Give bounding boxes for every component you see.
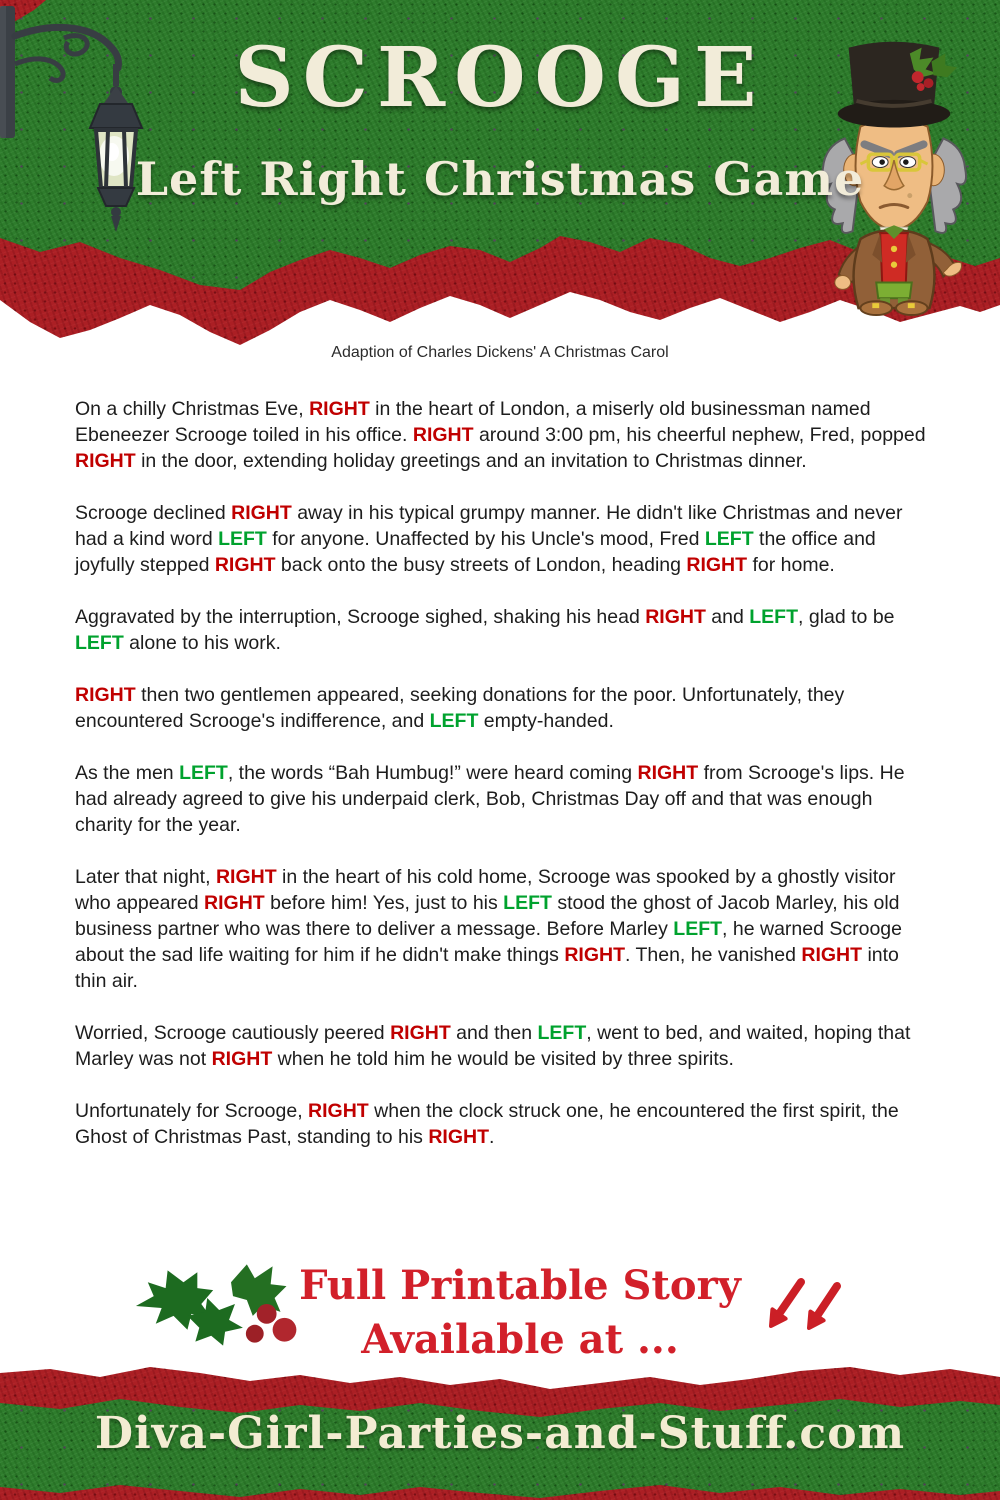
left-right-keyword: RIGHT — [564, 944, 625, 966]
site-domain: Diva-Girl-Parties-and-Stuff.com — [94, 1408, 906, 1459]
left-right-keyword: RIGHT — [428, 1126, 489, 1148]
story-paragraph — [75, 396, 927, 474]
story-text-segment: As the men — [75, 762, 180, 784]
story-paragraph — [75, 1098, 927, 1150]
story-text-segment: Later that night, — [75, 866, 216, 888]
left-right-keyword: RIGHT — [645, 606, 706, 628]
story-text-segment: Aggravated by the interruption, Scrooge sighed, shaking his head — [75, 606, 646, 628]
header-band — [0, 0, 1000, 345]
left-right-keyword: RIGHT — [75, 450, 136, 472]
story-text-segment: away in his typical grumpy manner. He didn't like Christmas and never had a kind word — [75, 502, 903, 550]
story-text-segment: for home. — [747, 554, 835, 576]
left-right-keyword: RIGHT — [390, 1022, 451, 1044]
story-text-segment: Scrooge declined — [75, 502, 232, 524]
story-paragraph — [75, 760, 927, 838]
left-right-keyword: LEFT — [673, 918, 723, 940]
byline: Adaption of Charles Dickens' A Christmas Carol — [331, 344, 669, 361]
story-text-segment: On a chilly Christmas Eve, — [75, 398, 310, 420]
page-title: SCROOGE — [234, 30, 766, 126]
story-text-segment: and — [705, 606, 750, 628]
promo-line-2: Available at ... — [361, 1316, 679, 1363]
left-right-keyword: LEFT — [179, 762, 228, 784]
story-text-segment: , glad to be — [798, 606, 895, 628]
left-right-keyword: LEFT — [749, 606, 799, 628]
story-text-segment: alone to his work. — [123, 632, 281, 654]
down-left-arrows-icon — [745, 1276, 845, 1340]
story-text-segment: back onto the busy streets of London, heading — [275, 554, 687, 576]
story-text-segment: around 3:00 pm, his cheerful nephew, Fred, popped — [473, 424, 926, 446]
left-right-keyword: RIGHT — [686, 554, 748, 576]
story-paragraph — [75, 864, 927, 994]
story-text-segment: in the heart of London, a miserly old businessman named Ebeneezer Scrooge toiled in his office. — [75, 398, 871, 446]
left-right-keyword: RIGHT — [231, 502, 292, 524]
story-text-segment: in the door, extending holiday greetings and an invitation to Christmas dinner. — [135, 450, 807, 472]
story-paragraph — [75, 1020, 927, 1072]
story-text-segment: stood the ghost of Jacob Marley, his old business partner who was there to deliver a message. Before Marley — [75, 892, 900, 940]
story-text-segment: Unfortunately for Scrooge, — [75, 1100, 309, 1122]
story-paragraphs — [75, 396, 927, 1176]
story-text-segment: . Then, he vanished — [625, 944, 802, 966]
story-text-segment: into thin air. — [75, 944, 899, 992]
left-right-keyword: LEFT — [704, 528, 754, 550]
story-text-segment: and then — [450, 1022, 538, 1044]
story-text-segment: then two gentlemen appeared, seeking donations for the poor. Unfortunately, they encountered Scrooge's indifference, and — [75, 684, 845, 732]
left-right-keyword: RIGHT — [211, 1048, 273, 1070]
left-right-keyword: LEFT — [218, 528, 267, 550]
story-text-segment: , went to bed, and waited, hoping that Marley was not — [75, 1022, 911, 1070]
left-right-keyword: RIGHT — [214, 554, 276, 576]
story-paragraph — [75, 682, 927, 734]
promo-line-1: Full Printable Story — [299, 1262, 741, 1309]
left-right-keyword: LEFT — [429, 710, 479, 732]
left-right-keyword: RIGHT — [308, 1100, 369, 1122]
left-right-keyword: RIGHT — [215, 866, 277, 888]
left-right-keyword: RIGHT — [801, 944, 863, 966]
left-right-keyword: RIGHT — [204, 892, 265, 914]
left-right-keyword: LEFT — [537, 1022, 587, 1044]
story-text-segment: empty-handed. — [478, 710, 614, 732]
left-right-keyword: RIGHT — [412, 424, 474, 446]
page-subtitle: Left Right Christmas Game — [135, 152, 865, 206]
story-paragraph — [75, 604, 927, 656]
story-text-segment: when he told him he would be visited by three spirits. — [272, 1048, 734, 1070]
story-text-segment: the office and joyfully stepped — [75, 528, 876, 576]
left-right-keyword: LEFT — [75, 632, 124, 654]
left-right-keyword: LEFT — [503, 892, 552, 914]
story-text-segment: from Scrooge's lips. He had already agreed to give his underpaid clerk, Bob, Christmas Day off and that was enough charity for the year. — [75, 762, 905, 836]
story-text-segment: when the clock struck one, he encountered the first spirit, the Ghost of Christmas Past, standing to his — [75, 1100, 899, 1148]
story-text-segment: before him! Yes, just to his — [264, 892, 504, 914]
story-text-segment: in the heart of his cold home, Scrooge was spooked by a ghostly visitor who appeared — [75, 866, 896, 914]
story-paragraph — [75, 500, 927, 578]
story-text-segment: for anyone. Unaffected by his Uncle's mood, Fred — [266, 528, 705, 550]
left-right-keyword: RIGHT — [75, 684, 136, 706]
story-text-segment: Worried, Scrooge cautiously peered — [75, 1022, 391, 1044]
left-right-keyword: RIGHT — [637, 762, 699, 784]
story-text-segment: , he warned Scrooge about the sad life waiting for him if he didn't make things — [75, 918, 902, 966]
left-right-keyword: RIGHT — [309, 398, 370, 420]
story-text-segment: . — [489, 1126, 495, 1148]
story-text-segment: , the words “Bah Humbug!” were heard coming — [227, 762, 638, 784]
